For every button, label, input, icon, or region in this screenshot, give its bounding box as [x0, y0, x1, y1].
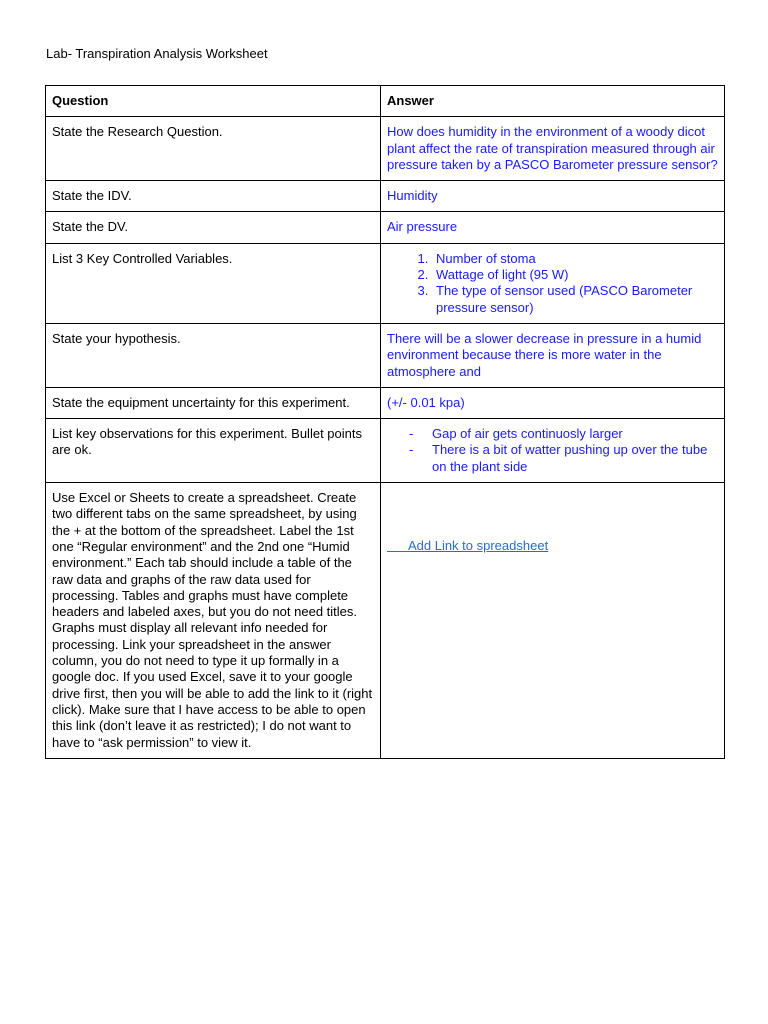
table-row	[46, 419, 725, 483]
question-cell: State the equipment uncertainty for this experiment.	[46, 387, 381, 418]
answer-column-header: Answer	[381, 86, 725, 117]
table-row	[46, 243, 725, 323]
table-row	[46, 483, 725, 759]
controlled-variables-list	[387, 251, 718, 316]
answer-cell[interactable]	[381, 243, 725, 323]
list-item: - Gap of air gets continuosly larger	[387, 426, 718, 442]
question-cell: Use Excel or Sheets to create a spreadsheet. Create two different tabs on the same spreadsheet, by using the + at the bottom of the spreadsheet. Label the 1st one “Regular environment” and the 2nd one “Humid environment.” Each tab should include a table of the raw data and graphs of the raw data used for processing. Tables and graphs must have complete headers and labeled axes, but you do not need titles. Graphs must display all relevant info needed for processing. Link your spreadsheet in the answer column, you do not need to type it up formally in a google doc. If you used Excel, save it to your google drive first, then you will be able to add the link to it (right click). Make sure that I have access to be able to open this link (don’t leave it as restricted); I do not want to have to “ask permission” to view it.	[46, 483, 381, 759]
answer-cell[interactable]	[381, 419, 725, 483]
list-item: 3. The type of sensor used (PASCO Barometer pressure sensor)	[432, 283, 718, 316]
question-cell: State your hypothesis.	[46, 323, 381, 387]
answer-cell[interactable]: How does humidity in the environment of a woody dicot plant affect the rate of transpiration measured through air pressure taken by a PASCO Barometer pressure sensor?	[381, 117, 725, 181]
list-item: 2. Wattage of light (95 W)	[432, 267, 718, 283]
table-row	[46, 212, 725, 243]
question-column-header: Question	[46, 86, 381, 117]
list-item: 1. Number of stoma	[432, 251, 718, 267]
table-header-row	[46, 86, 725, 117]
link-wrapper	[387, 490, 718, 554]
question-cell: State the Research Question.	[46, 117, 381, 181]
answer-cell[interactable]: (+/- 0.01 kpa)	[381, 387, 725, 418]
answer-cell[interactable]: There will be a slower decrease in pressure in a humid environment because there is more water in the atmosphere and	[381, 323, 725, 387]
table-row	[46, 323, 725, 387]
table-row	[46, 387, 725, 418]
answer-cell[interactable]: Humidity	[381, 181, 725, 212]
question-cell: List 3 Key Controlled Variables.	[46, 243, 381, 323]
table-row	[46, 117, 725, 181]
worksheet-table	[45, 85, 725, 759]
observations-list	[387, 426, 718, 475]
question-cell: List key observations for this experiment. Bullet points are ok.	[46, 419, 381, 483]
document-title: Lab- Transpiration Analysis Worksheet	[46, 46, 268, 61]
list-item: - There is a bit of watter pushing up over the tube on the plant side	[387, 442, 718, 475]
question-cell: State the DV.	[46, 212, 381, 243]
answer-cell[interactable]	[381, 483, 725, 759]
link-underline-lead	[387, 538, 408, 553]
spreadsheet-link[interactable]: Add Link to spreadsheet	[407, 538, 549, 554]
table-row	[46, 181, 725, 212]
question-cell: State the IDV.	[46, 181, 381, 212]
answer-cell[interactable]: Air pressure	[381, 212, 725, 243]
